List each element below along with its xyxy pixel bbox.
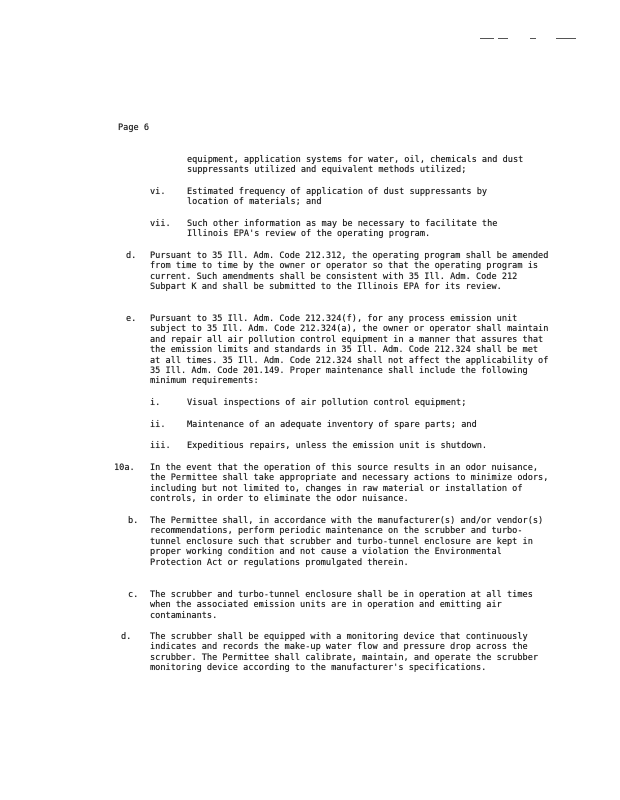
paragraph-text: In the event that the operation of this source results in an odor nuisance, the Permittee shall take appropriate and necessary actions to minimize odors, including but not limited to, changes in raw material or installation of controls, in order to eliminate the odor nuisance. <box>150 463 549 505</box>
paragraph-label: d. <box>126 251 137 261</box>
paragraph-e <box>126 314 556 387</box>
item-label: vi. <box>150 187 166 197</box>
paragraph-text: The scrubber and turbo-tunnel enclosure shall be in operation at all times when the associated emission units are in operation and emitting air contaminants. <box>150 590 533 621</box>
item-label: vii. <box>150 219 171 229</box>
paragraph-label: 10a. <box>114 463 135 473</box>
paragraph-label: d. <box>121 632 132 642</box>
item-label: i. <box>150 398 161 408</box>
header-mark <box>480 38 494 39</box>
paragraph-label: b. <box>128 516 139 526</box>
list-item-i <box>150 398 466 408</box>
paragraph-text: The Permittee shall, in accordance with the manufacturer(s) and/or vendor(s) recommendations, perform periodic maintenance on the scrubber and turbo-tunnel enclosure such that scrubber and turbo-tunnel enclosure are kept in proper working condition and not cause a violation the Environmental Protection Act or regulations promulgated therein. <box>150 516 544 568</box>
list-item-ii <box>150 420 477 430</box>
header-mark <box>498 38 508 39</box>
paragraph-label: e. <box>126 314 137 324</box>
paragraph-text: Pursuant to 35 Ill. Adm. Code 212.312, the operating program shall be amended from time to time by the owner or operator so that the operating program is current. Such amendments shall be consistent with 35 Ill. Adm. Code 212 Subpart K and shall be submitted to the Illinois EPA for its review. <box>150 251 549 293</box>
paragraph-10a <box>114 463 556 505</box>
paragraph-text: The scrubber shall be equipped with a monitoring device that continuously indicates and records the make-up water flow and pressure drop across the scrubber. The Permittee shall calibrate, maintain, and operate the scrubber monitoring device according to the manufacturer's specifications. <box>150 632 539 674</box>
list-item-vii <box>150 219 550 240</box>
paragraph-c <box>128 590 556 621</box>
paragraph-text: Pursuant to 35 Ill. Adm. Code 212.324(f), for any process emission unit subject to 35 Ill. Adm. Code 212.324(a), the owner or operator shall maintain and repair all air pollution control equipment in a manner that assures that the emission limits and standards in 35 Ill. Adm. Code 212.324 shall be met at all times. 35 Ill. Adm. Code 212.324 shall not affect the applicability of 35 Ill. Adm. Code 201.149. Proper maintenance shall include the following minimum requirements: <box>150 314 549 387</box>
item-text: Such other information as may be necessary to facilitate the Illinois EPA's review of the operating program. <box>187 219 498 240</box>
paragraph-d-scrubber <box>121 632 556 674</box>
item-text: Maintenance of an adequate inventory of spare parts; and <box>187 420 477 430</box>
header-mark <box>530 38 536 39</box>
list-item-vi <box>150 187 550 208</box>
list-item-iii <box>150 441 487 451</box>
item-text: Visual inspections of air pollution control equipment; <box>187 398 467 408</box>
page-label: Page 6 <box>118 123 150 133</box>
paragraph-b <box>128 516 556 568</box>
item-label: ii. <box>150 420 166 430</box>
paragraph-label: c. <box>128 590 139 600</box>
continuation-text: equipment, application systems for water, oil, chemicals and dust suppressants utilized and equivalent methods utilized; <box>187 155 524 176</box>
item-label: iii. <box>150 441 171 451</box>
paragraph-d <box>126 251 556 293</box>
item-text: Estimated frequency of application of dust suppressants by location of materials; and <box>187 187 488 208</box>
item-text: Expeditious repairs, unless the emission unit is shutdown. <box>187 441 488 451</box>
header-mark <box>556 38 576 39</box>
